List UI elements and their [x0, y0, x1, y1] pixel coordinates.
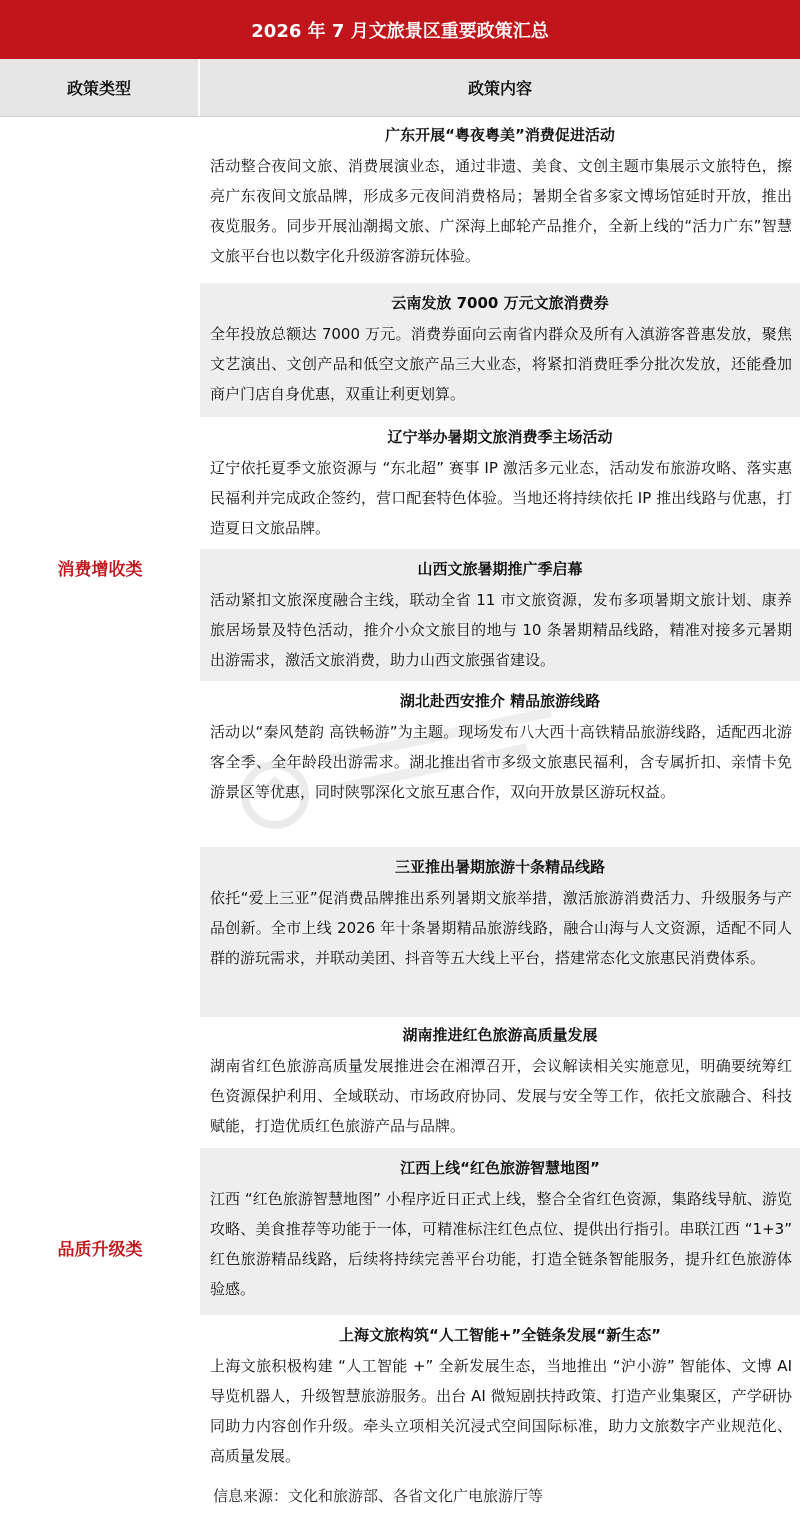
source-note: 信息来源：文化和旅游部、各省文化广电旅游厅等 — [213, 1486, 544, 1505]
table-header — [0, 59, 800, 117]
policy-item — [200, 1017, 800, 1148]
header-content: 政策内容 — [467, 79, 532, 98]
policy-item — [200, 1148, 800, 1315]
policy-body: 辽宁依托夏季文旅资源与 “东北超” 赛事 IP 激活多元业态，活动发布旅游攻略、落实惠民福利并完成政企签约，营口配套特色体验。当地还将持续依托 IP 推出线路与优惠，打造夏日文旅品牌。 — [210, 459, 792, 537]
policy-title: 云南发放 7000 万元文旅消费券 — [391, 293, 609, 312]
policy-item — [200, 549, 800, 681]
policy-title: 广东开展“粤夜粤美”消费促进活动 — [385, 125, 615, 144]
page-title: 2026 年 7 月文旅景区重要政策汇总 — [0, 0, 800, 59]
policy-title: 江西上线“红色旅游智慧地图” — [400, 1158, 600, 1177]
policy-item — [200, 681, 800, 847]
policy-item — [200, 283, 800, 417]
policy-title: 湖北赴西安推介 精品旅游线路 — [399, 691, 601, 710]
policy-body: 依托“爱上三亚”促消费品牌推出系列暑期文旅举措，激活旅游消费活力、升级服务与产品创新。全市上线 2026 年十条暑期精品旅游线路，融合山海与人文资源，适配不同人群的游玩需求，并联动美团、抖音等五大线上平台，搭建常态化文旅惠民消费体系。 — [210, 889, 792, 967]
policy-body: 活动紧扣文旅深度融合主线，联动全省 11 市文旅资源，发布多项暑期文旅计划、康养旅居场景及特色活动，推介小众文旅目的地与 10 条暑期精品线路，精准对接多元暑期出游需求，激活文旅消费，助力山西文旅强省建设。 — [210, 591, 792, 669]
policy-title: 上海文旅构筑“人工智能+”全链条发展“新生态” — [338, 1325, 661, 1344]
category-label: 品质升级类 — [57, 1239, 143, 1260]
policy-item — [200, 1315, 800, 1479]
policy-title: 湖南推进红色旅游高质量发展 — [402, 1025, 598, 1044]
policy-item — [200, 847, 800, 1017]
policy-body: 湖南省红色旅游高质量发展推进会在湘潭召开，会议解读相关实施意见，明确要统筹红色资源保护利用、全域联动、市场政府协同、发展与安全等工作，依托文旅融合、科技赋能，打造优质红色旅游产品与品牌。 — [210, 1057, 792, 1135]
policy-title: 三亚推出暑期旅游十条精品线路 — [394, 857, 605, 876]
policy-body: 全年投放总额达 7000 万元。消费券面向云南省内群众及所有入滇游客普惠发放，聚焦文艺演出、文创产品和低空文旅产品三大业态，将紧扣消费旺季分批次发放，还能叠加商户门店自身优惠，双重让利更划算。 — [210, 325, 792, 403]
policy-item — [200, 117, 800, 283]
header-category: 政策类型 — [0, 59, 200, 116]
policy-body: 上海文旅积极构建 “人工智能 +” 全新发展生态，当地推出 “沪小游” 智能体、文博 AI 导览机器人，升级智慧旅游服务。出台 AI 微短剧扶持政策、打造产业集聚区，产学研协同助力内容创作升级。牵头立项相关沉浸式空间国际标准，助力文旅数字产业规范化、高质量发展。 — [210, 1357, 792, 1465]
policy-body: 活动以“秦风楚韵 高铁畅游”为主题。现场发布八大西十高铁精品旅游线路，适配西北游客全季、全年龄段出游需求。湖北推出省市多级文旅惠民福利，含专属折扣、亲情卡免游景区等优惠，同时陕鄂深化文旅互惠合作，双向开放景区游玩权益。 — [210, 723, 792, 801]
policy-item — [200, 417, 800, 549]
policy-title: 山西文旅暑期推广季启幕 — [417, 559, 583, 578]
policy-body: 江西 “红色旅游智慧地图” 小程序近日正式上线，整合全省红色资源，集路线导航、游览攻略、美食推荐等功能于一体，可精准标注红色点位、提供出行指引。串联江西 “1+3” 红色旅游精品线路，后续将持续完善平台功能，打造全链条智能服务，提升红色旅游体验感。 — [210, 1190, 792, 1298]
policy-body: 活动整合夜间文旅、消费展演业态，通过非遗、美食、文创主题市集展示文旅特色，擦亮广东夜间文旅品牌，形成多元夜间消费格局；暑期全省多家文博场馆延时开放，推出夜览服务。同步开展汕潮揭文旅、广深海上邮轮产品推介，全新上线的“活力广东”智慧文旅平台也以数字化升级游客游玩体验。 — [210, 157, 792, 265]
category-cell-consumption — [0, 117, 200, 1017]
policy-title: 辽宁举办暑期文旅消费季主场活动 — [387, 427, 613, 446]
category-cell-quality — [0, 1017, 200, 1477]
category-label: 消费增收类 — [57, 559, 143, 580]
